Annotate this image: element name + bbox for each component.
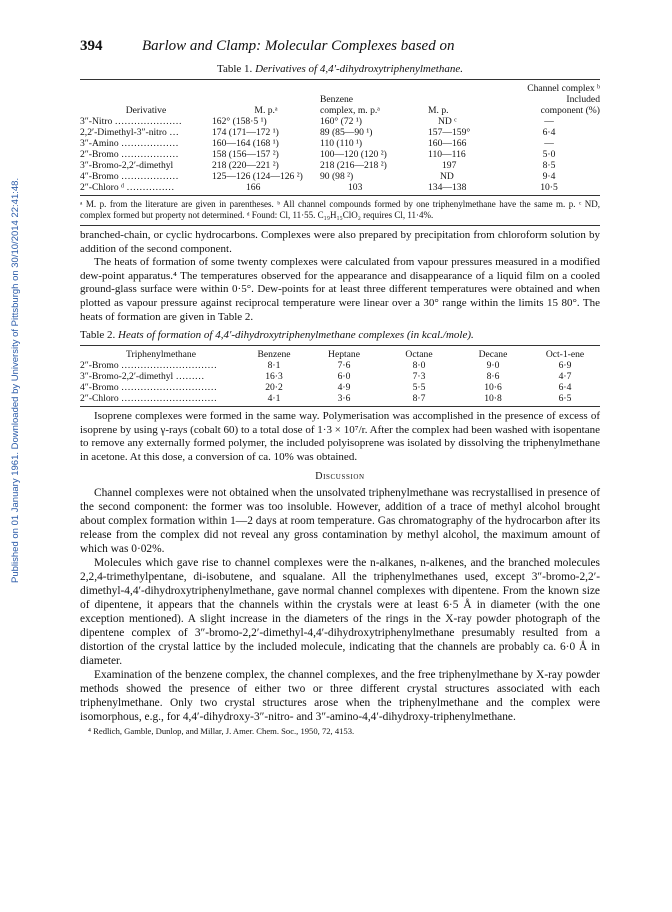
table2-title: Heats of formation of 4,4′-dihydroxytriphenylmethane complexes (in kcal./mole). <box>118 329 474 342</box>
table-row: 3″-Amino ……………… 160—164 (168 ¹) 110 (110 ¹) 160—166 — <box>80 138 554 149</box>
page-number: 394 <box>80 38 103 54</box>
table2-top-rule <box>80 345 600 346</box>
table-row: 3″-Bromo-2,2′-dimethyl 218 (220—221 ²) 218 (216—218 ²) 197 8·5 <box>80 160 556 171</box>
table-row: 2″-Chloro ᵈ …………… 166 103 134—138 10·5 <box>80 182 558 193</box>
channel-complex-header: Channel complex ᵇ <box>527 83 600 94</box>
table-row: 2″-Chloro ………………………… 4·1 3·6 8·7 10·8 6·5 <box>80 393 572 405</box>
table2-bottom-rule <box>80 406 600 407</box>
journal-page <box>80 38 600 736</box>
paragraph: branched-chain, or cyclic hydrocarbons. Complexes were also prepared by precipitation from chloroform solution by addition of the second component. <box>80 229 600 255</box>
paragraph: Molecules which gave rise to channel complexes were the n-alkanes, n-alkenes, and the branched molecules 2,2,4-trimethylpentane, di-isobutene, and squalane. All the triphenylmethanes used, except 3″-bromo-2,2′-dimethyl-4,4′-dihydroxytriphenylmethane, gave normal channel complexes with dipentene. From the known size of dipentene, it appears that the channels within the crystals were at least 6·5 Å in diameter (with the one exception mentioned). A slight increase in the diameters of the rings in the X-ray powder photograph of the dipentene complex of 3″-bromo-2,2′-dimethyl-4,4′-dihydroxytriphenylmethane presumably resulted from a distortion of the crystal lattice by the included molecule, indicating that the channels are probably ca. 6·0 Å in diameter. <box>80 556 600 667</box>
table2 <box>80 349 600 404</box>
section-heading: Discussion <box>315 470 365 482</box>
derivative-header: Derivative <box>125 105 167 116</box>
download-watermark: Published on 01 January 1961. Downloaded by University of Pittsburgh on 30/10/2014 22:41:48. <box>10 177 21 583</box>
table1-end-rule <box>80 225 600 226</box>
included-header-2: component (%) <box>540 105 600 116</box>
table2-caption <box>80 329 600 341</box>
reference-footnote: ⁴ Redlich, Gamble, Dunlop, and Millar, J. Amer. Chem. Soc., 1950, 72, 4153. <box>88 725 355 736</box>
t2-header-triphenylmethane: Triphenylmethane <box>126 349 196 361</box>
included-header-1: Included <box>566 94 600 105</box>
t2-header-octane: Octane <box>405 349 433 361</box>
running-title: Barlow and Clamp: Molecular Complexes based on <box>142 38 455 54</box>
paragraph: The heats of formation of some twenty complexes were calculated from vapour pressures measured in a modified dew-point apparatus.⁴ The temperatures observed for the appearance and disappearance of a liquid film on a cooled ground-glass surface were within 0·5°. Dew-points for at least three different temperatures were obtained and when plotted as vapour pressure against reciprocal temperature were linear over a 30° range within the limits 15 80°. The heats of formation are given in Table 2. <box>80 256 600 323</box>
table1-top-rule <box>80 79 600 80</box>
table-row: 3″-Bromo-2,2′-dimethyl ……… 16·3 6·0 7·3 8·6 4·7 <box>80 371 572 383</box>
mp-header: M. p.ᵃ <box>254 105 278 116</box>
table1 <box>80 83 600 193</box>
table1-label: Table 1. <box>217 63 253 75</box>
t2-header-decane: Decane <box>478 349 508 361</box>
table2-label: Table 2. <box>80 329 116 342</box>
paragraph: Isoprene complexes were formed in the same way. Polymerisation was accomplished in the presence of excess of isoprene by using γ-rays (cobalt 60) to a total dose of 1·3 × 10⁷/r. After the complex had been washed with isopentane to remove any externally formed polymer, the included polyisoprene was isolated by dissolving the triphenylmethane in acetone. At this dose, a conversion of ca. 10% was obtained. <box>80 410 600 463</box>
benzene-header-1: Benzene <box>320 94 354 105</box>
table-row: 2″-Bromo ………………………… 8·1 7·6 8·0 9·0 6·9 <box>80 360 572 372</box>
table-row: 2″-Bromo ……………… 158 (156—157 ²) 100—120 (120 ²) 110—116 5·0 <box>80 149 556 160</box>
table1-title: Derivatives of 4,4′-dihydroxytriphenylmethane. <box>255 63 463 75</box>
paragraph: Examination of the benzene complex, the channel complexes, and the free triphenylmethane by X-ray powder methods showed the presence of either two or three different crystal structures associated with each triphenylmethane. Only two crystal structures arose when the triphenylmethane and the complex were isomorphous, e.g., for 4,4′-dihydroxy-3″-nitro- and 3″-amino-4,4′-dihydroxy-triphenylmethane. <box>80 668 600 723</box>
table1-bottom-rule <box>80 195 600 196</box>
t2-header-heptane: Heptane <box>328 349 360 361</box>
table-row: 3″-Nitro ………………… 162° (158·5 ¹) 160° (72 ¹) ND ᶜ — <box>80 116 554 127</box>
table1-footnotes: ᵃ M. p. from the literature are given in parentheses. ᵇ All channel compounds formed by one triphenylmethane have the same m. p. ᶜ ND, complex formed but property not determined. ᵈ Found: Cl, 11·55. C₁₉H₁₅ClO₂ requires Cl, 11·4%. <box>80 199 600 220</box>
benzene-header-2: complex, m. p.ᵃ <box>320 105 380 116</box>
table-row: 2,2′-Dimethyl-3″-nitro … 174 (171—172 ¹) 89 (85—90 ¹) 157—159° 6·4 <box>80 127 556 138</box>
table-row: 4″-Bromo ……………… 125—126 (124—126 ²) 90 (98 ²) ND 9·4 <box>80 171 556 182</box>
page-header <box>80 38 600 55</box>
channel-mp-header: M. p. <box>428 105 449 116</box>
t2-header-benzene: Benzene <box>257 349 291 361</box>
t2-header-octene: Oct-1-ene <box>545 349 585 361</box>
table1-caption <box>80 63 600 75</box>
table-row: 4″-Bromo ………………………… 20·2 4·9 5·5 10·6 6·4 <box>80 382 572 394</box>
paragraph: Channel complexes were not obtained when the unsolvated triphenylmethane was recrystallised in presence of the second component: the former was too insoluble. However, addition of a trace of methyl alcohol brought about complex formation within 1—2 days at room temperature. Gas chromatography of the hydrocarbon after its release from the complex did not reveal any gross contamination by methyl alcohol, the maximum amount of which was 0·02%. <box>80 486 600 555</box>
